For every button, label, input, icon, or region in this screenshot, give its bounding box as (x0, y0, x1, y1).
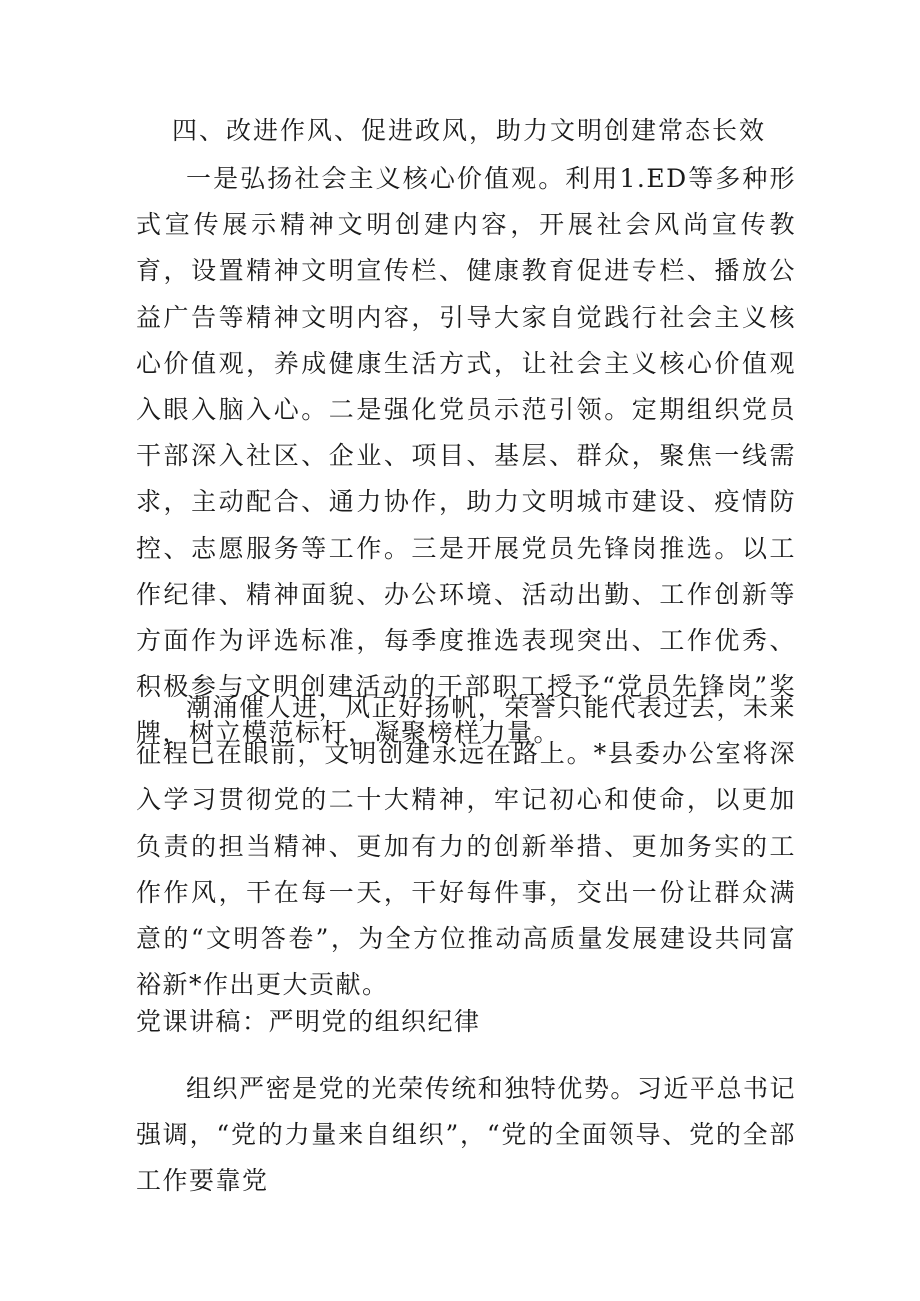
body-paragraph: 潮涌催人进，风正好扬帆，荣誉只能代表过去，未来征程已在眼前，文明创建永远在路上。*县委办公室将深入学习贯彻党的二十大精神，牢记初心和使命，以更加负责的担当精神、更加有力的创新举措、更加务实的工作作风，干在每一天，干好每件事，交出一份让群众满意的“文明答卷”，为全方位推动高质量发展建设共同富裕新*作出更大贡献。 (136, 693, 796, 1000)
section-heading: 四、改进作风、促进政风，助力文明创建常态长效 (172, 116, 767, 145)
body-paragraph: 组织严密是党的光荣传统和独特优势。习近平总书记强调，“党的力量来自组织”，“党的全面领导、党的全部工作要靠党 (136, 1074, 796, 1196)
lecture-title: 党课讲稿：严明党的组织纪律 (136, 1007, 481, 1036)
body-paragraph: 一是弘扬社会主义核心价值观。利用1.ED等多种形式宣传展示精神文明创建内容，开展社会风尚宣传教育，设置精神文明宣传栏、健康教育促进专栏、播放公益广告等精神文明内容，引导大家自觉践行社会主义核心价值观，养成健康生活方式，让社会主义核心价值观入眼入脑入心。二是强化党员示范引领。定期组织党员干部深入社区、企业、项目、基层、群众，聚焦一线需求，主动配合、通力协作，助力文明城市建设、疫情防控、志愿服务等工作。三是开展党员先锋岗推选。以工作纪律、精神面貌、办公环境、活动出勤、工作创新等方面作为评选标准，每季度推选表现突出、工作优秀、积极参与文明创建活动的干部职工授予“党员先锋岗”奖牌，树立模范标杆，凝聚榜样力量。 (136, 164, 796, 748)
